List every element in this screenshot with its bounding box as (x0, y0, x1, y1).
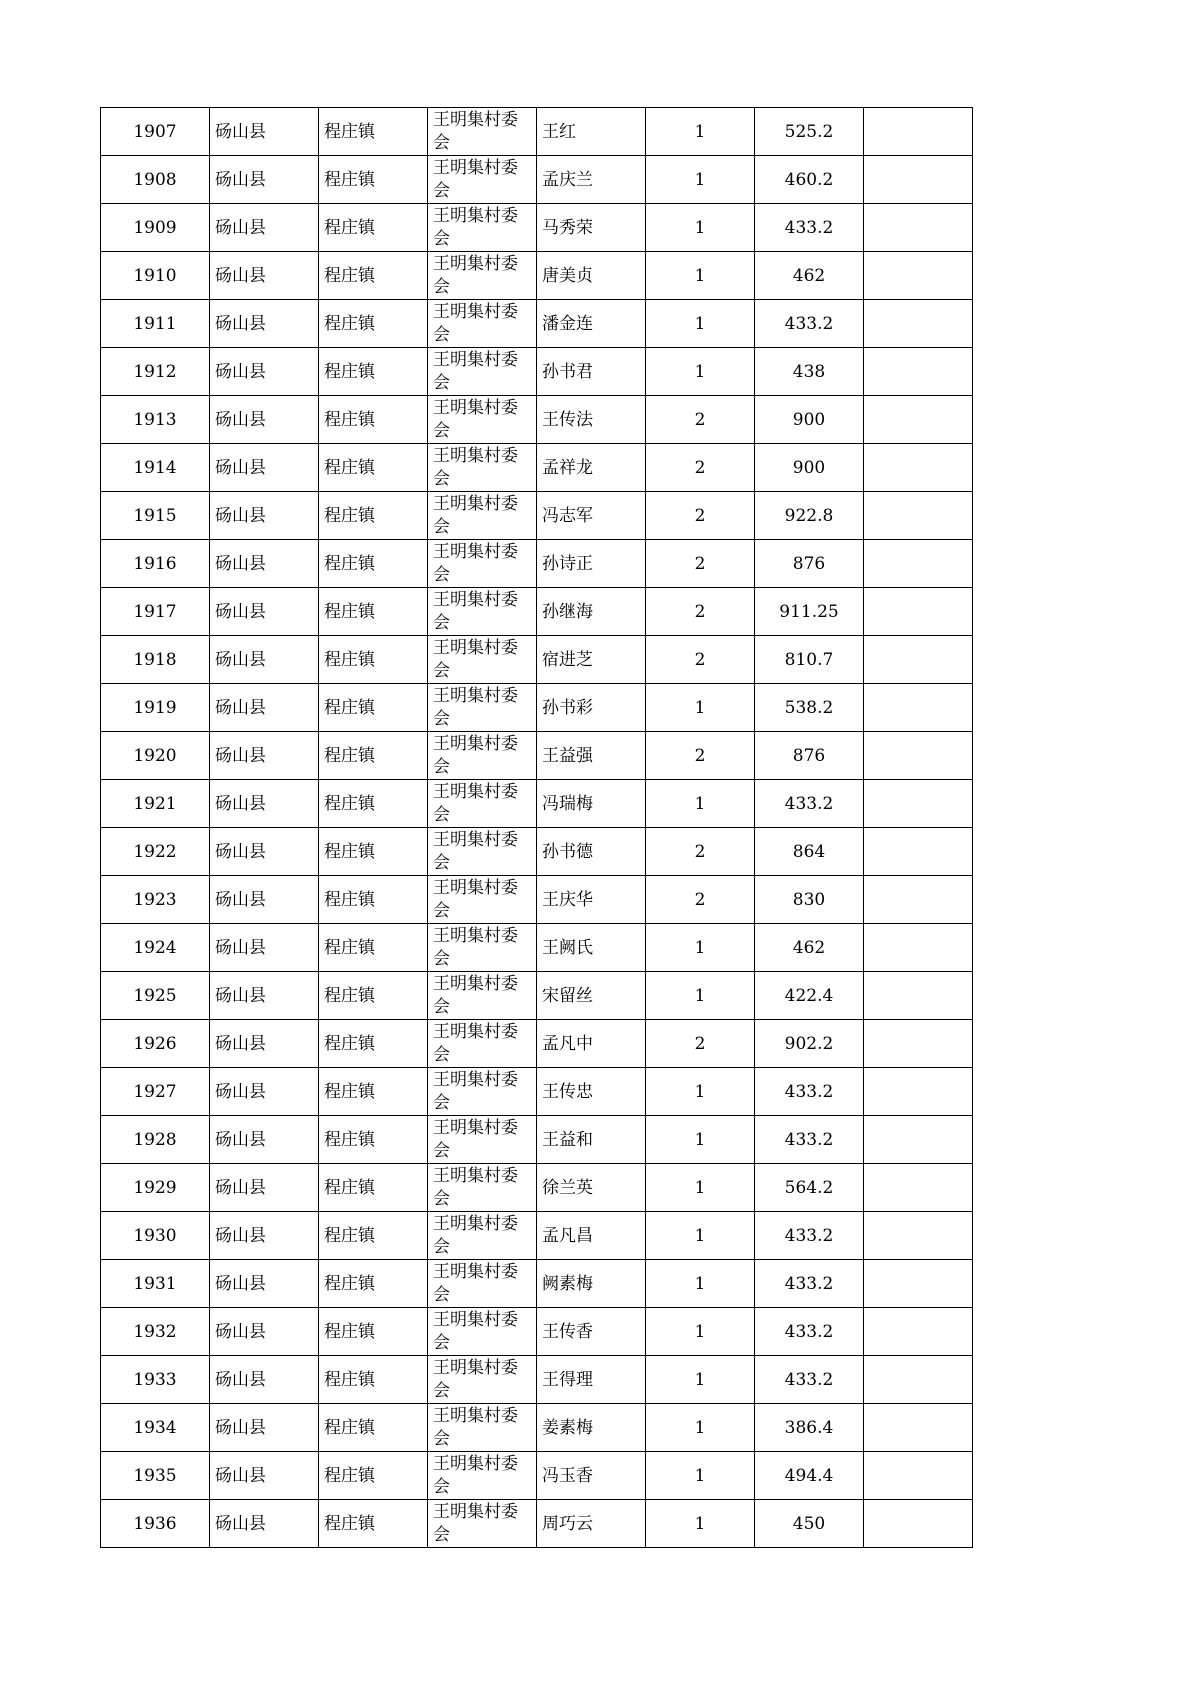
cell-note (864, 972, 973, 1020)
cell-serial-number: 1923 (101, 876, 210, 924)
cell-person-name: 阙素梅 (537, 1260, 646, 1308)
cell-note (864, 780, 973, 828)
cell-county: 砀山县 (210, 204, 319, 252)
cell-count: 1 (646, 156, 755, 204)
cell-village-committee: 王明集村委会 (428, 1212, 537, 1260)
cell-amount: 433.2 (755, 1308, 864, 1356)
cell-town: 程庄镇 (319, 636, 428, 684)
cell-village-committee: 王明集村委会 (428, 1164, 537, 1212)
table-row (101, 1068, 973, 1116)
cell-serial-number: 1929 (101, 1164, 210, 1212)
cell-town: 程庄镇 (319, 1164, 428, 1212)
cell-amount: 911.25 (755, 588, 864, 636)
cell-person-name: 王传法 (537, 396, 646, 444)
cell-county: 砀山县 (210, 348, 319, 396)
cell-village-committee: 王明集村委会 (428, 348, 537, 396)
cell-count: 1 (646, 1308, 755, 1356)
cell-note (864, 348, 973, 396)
table-row (101, 348, 973, 396)
cell-village-committee: 王明集村委会 (428, 540, 537, 588)
cell-amount: 462 (755, 252, 864, 300)
cell-village-committee: 王明集村委会 (428, 876, 537, 924)
cell-count: 1 (646, 780, 755, 828)
cell-village-committee: 王明集村委会 (428, 252, 537, 300)
cell-note (864, 540, 973, 588)
cell-village-committee: 王明集村委会 (428, 1068, 537, 1116)
cell-amount: 900 (755, 444, 864, 492)
cell-count: 1 (646, 1212, 755, 1260)
cell-person-name: 王传香 (537, 1308, 646, 1356)
cell-village-committee: 王明集村委会 (428, 828, 537, 876)
cell-village-committee: 王明集村委会 (428, 1308, 537, 1356)
cell-count: 1 (646, 300, 755, 348)
cell-note (864, 492, 973, 540)
cell-village-committee: 王明集村委会 (428, 924, 537, 972)
table-row (101, 1116, 973, 1164)
cell-county: 砀山县 (210, 780, 319, 828)
cell-amount: 422.4 (755, 972, 864, 1020)
table-row (101, 828, 973, 876)
cell-count: 2 (646, 732, 755, 780)
cell-count: 1 (646, 1164, 755, 1212)
cell-note (864, 1500, 973, 1548)
cell-count: 1 (646, 1260, 755, 1308)
cell-note (864, 588, 973, 636)
cell-count: 2 (646, 1020, 755, 1068)
cell-note (864, 876, 973, 924)
cell-amount: 564.2 (755, 1164, 864, 1212)
cell-person-name: 孙书德 (537, 828, 646, 876)
cell-county: 砀山县 (210, 108, 319, 156)
cell-town: 程庄镇 (319, 876, 428, 924)
cell-count: 1 (646, 1404, 755, 1452)
cell-serial-number: 1932 (101, 1308, 210, 1356)
cell-note (864, 1212, 973, 1260)
cell-village-committee: 王明集村委会 (428, 780, 537, 828)
table-row (101, 1500, 973, 1548)
cell-county: 砀山县 (210, 1452, 319, 1500)
cell-town: 程庄镇 (319, 444, 428, 492)
cell-village-committee: 王明集村委会 (428, 1116, 537, 1164)
table-row (101, 780, 973, 828)
cell-person-name: 姜素梅 (537, 1404, 646, 1452)
cell-person-name: 王红 (537, 108, 646, 156)
cell-count: 2 (646, 540, 755, 588)
cell-person-name: 孟庆兰 (537, 156, 646, 204)
cell-person-name: 王传忠 (537, 1068, 646, 1116)
cell-serial-number: 1926 (101, 1020, 210, 1068)
cell-serial-number: 1920 (101, 732, 210, 780)
cell-note (864, 1068, 973, 1116)
cell-town: 程庄镇 (319, 732, 428, 780)
cell-county: 砀山县 (210, 156, 319, 204)
table-row (101, 1164, 973, 1212)
cell-county: 砀山县 (210, 1260, 319, 1308)
cell-amount: 433.2 (755, 1116, 864, 1164)
cell-county: 砀山县 (210, 1116, 319, 1164)
cell-town: 程庄镇 (319, 780, 428, 828)
cell-amount: 433.2 (755, 1068, 864, 1116)
table-row (101, 1452, 973, 1500)
cell-town: 程庄镇 (319, 1452, 428, 1500)
cell-note (864, 1404, 973, 1452)
cell-amount: 876 (755, 732, 864, 780)
cell-town: 程庄镇 (319, 924, 428, 972)
table-row (101, 108, 973, 156)
cell-county: 砀山县 (210, 636, 319, 684)
cell-note (864, 108, 973, 156)
cell-person-name: 唐美贞 (537, 252, 646, 300)
cell-count: 2 (646, 636, 755, 684)
cell-count: 1 (646, 924, 755, 972)
cell-person-name: 宋留丝 (537, 972, 646, 1020)
table-row (101, 732, 973, 780)
cell-count: 1 (646, 252, 755, 300)
cell-town: 程庄镇 (319, 1116, 428, 1164)
cell-town: 程庄镇 (319, 1308, 428, 1356)
cell-town: 程庄镇 (319, 1212, 428, 1260)
cell-serial-number: 1913 (101, 396, 210, 444)
cell-count: 2 (646, 492, 755, 540)
cell-amount: 433.2 (755, 300, 864, 348)
cell-town: 程庄镇 (319, 108, 428, 156)
cell-village-committee: 王明集村委会 (428, 156, 537, 204)
cell-serial-number: 1931 (101, 1260, 210, 1308)
cell-village-committee: 王明集村委会 (428, 732, 537, 780)
cell-serial-number: 1925 (101, 972, 210, 1020)
cell-count: 2 (646, 876, 755, 924)
cell-note (864, 1020, 973, 1068)
table-row (101, 300, 973, 348)
cell-serial-number: 1915 (101, 492, 210, 540)
cell-town: 程庄镇 (319, 348, 428, 396)
cell-note (864, 396, 973, 444)
cell-amount: 494.4 (755, 1452, 864, 1500)
cell-village-committee: 王明集村委会 (428, 1020, 537, 1068)
cell-serial-number: 1919 (101, 684, 210, 732)
cell-town: 程庄镇 (319, 1356, 428, 1404)
cell-amount: 450 (755, 1500, 864, 1548)
table-row (101, 1212, 973, 1260)
cell-person-name: 冯玉香 (537, 1452, 646, 1500)
cell-town: 程庄镇 (319, 1068, 428, 1116)
cell-person-name: 潘金连 (537, 300, 646, 348)
cell-person-name: 孟凡昌 (537, 1212, 646, 1260)
cell-serial-number: 1924 (101, 924, 210, 972)
cell-town: 程庄镇 (319, 588, 428, 636)
cell-county: 砀山县 (210, 588, 319, 636)
table-row (101, 972, 973, 1020)
cell-count: 2 (646, 444, 755, 492)
cell-amount: 902.2 (755, 1020, 864, 1068)
cell-amount: 433.2 (755, 1212, 864, 1260)
cell-village-committee: 王明集村委会 (428, 1452, 537, 1500)
cell-serial-number: 1928 (101, 1116, 210, 1164)
table-row (101, 684, 973, 732)
cell-count: 1 (646, 1068, 755, 1116)
table-row (101, 492, 973, 540)
cell-amount: 433.2 (755, 1260, 864, 1308)
cell-amount: 433.2 (755, 780, 864, 828)
cell-serial-number: 1933 (101, 1356, 210, 1404)
cell-serial-number: 1930 (101, 1212, 210, 1260)
cell-amount: 525.2 (755, 108, 864, 156)
table-row (101, 1260, 973, 1308)
cell-town: 程庄镇 (319, 1404, 428, 1452)
cell-person-name: 王益强 (537, 732, 646, 780)
cell-note (864, 1308, 973, 1356)
table-row (101, 876, 973, 924)
cell-town: 程庄镇 (319, 1260, 428, 1308)
cell-person-name: 孙书彩 (537, 684, 646, 732)
cell-county: 砀山县 (210, 1500, 319, 1548)
cell-village-committee: 王明集村委会 (428, 1260, 537, 1308)
cell-serial-number: 1907 (101, 108, 210, 156)
cell-amount: 460.2 (755, 156, 864, 204)
cell-village-committee: 王明集村委会 (428, 396, 537, 444)
cell-village-committee: 王明集村委会 (428, 684, 537, 732)
cell-count: 1 (646, 1500, 755, 1548)
table-row (101, 636, 973, 684)
table-row (101, 1356, 973, 1404)
cell-village-committee: 王明集村委会 (428, 1500, 537, 1548)
cell-note (864, 636, 973, 684)
cell-county: 砀山县 (210, 1404, 319, 1452)
data-table (100, 107, 973, 1548)
table-row (101, 1404, 973, 1452)
cell-village-committee: 王明集村委会 (428, 444, 537, 492)
cell-note (864, 828, 973, 876)
cell-serial-number: 1917 (101, 588, 210, 636)
cell-note (864, 300, 973, 348)
cell-note (864, 444, 973, 492)
cell-town: 程庄镇 (319, 396, 428, 444)
cell-county: 砀山县 (210, 684, 319, 732)
cell-note (864, 1116, 973, 1164)
cell-amount: 462 (755, 924, 864, 972)
cell-note (864, 924, 973, 972)
cell-town: 程庄镇 (319, 684, 428, 732)
cell-person-name: 孙书君 (537, 348, 646, 396)
cell-person-name: 孟凡中 (537, 1020, 646, 1068)
table-row (101, 396, 973, 444)
cell-person-name: 冯志军 (537, 492, 646, 540)
cell-serial-number: 1927 (101, 1068, 210, 1116)
cell-note (864, 156, 973, 204)
cell-county: 砀山县 (210, 972, 319, 1020)
cell-note (864, 1164, 973, 1212)
cell-count: 1 (646, 204, 755, 252)
cell-village-committee: 王明集村委会 (428, 588, 537, 636)
cell-village-committee: 王明集村委会 (428, 300, 537, 348)
cell-serial-number: 1910 (101, 252, 210, 300)
cell-serial-number: 1909 (101, 204, 210, 252)
cell-count: 1 (646, 1116, 755, 1164)
cell-county: 砀山县 (210, 1164, 319, 1212)
table-row (101, 540, 973, 588)
cell-note (864, 204, 973, 252)
cell-amount: 900 (755, 396, 864, 444)
cell-town: 程庄镇 (319, 252, 428, 300)
cell-county: 砀山县 (210, 828, 319, 876)
table-row (101, 588, 973, 636)
table-row (101, 156, 973, 204)
cell-person-name: 徐兰英 (537, 1164, 646, 1212)
cell-person-name: 马秀荣 (537, 204, 646, 252)
cell-amount: 386.4 (755, 1404, 864, 1452)
cell-county: 砀山县 (210, 1212, 319, 1260)
cell-person-name: 宿进芝 (537, 636, 646, 684)
table-row (101, 252, 973, 300)
cell-amount: 438 (755, 348, 864, 396)
cell-town: 程庄镇 (319, 300, 428, 348)
table-row (101, 444, 973, 492)
cell-amount: 830 (755, 876, 864, 924)
cell-count: 2 (646, 588, 755, 636)
cell-note (864, 1356, 973, 1404)
cell-village-committee: 王明集村委会 (428, 972, 537, 1020)
cell-county: 砀山县 (210, 1308, 319, 1356)
cell-amount: 864 (755, 828, 864, 876)
cell-county: 砀山县 (210, 876, 319, 924)
cell-serial-number: 1935 (101, 1452, 210, 1500)
cell-town: 程庄镇 (319, 540, 428, 588)
cell-village-committee: 王明集村委会 (428, 636, 537, 684)
cell-town: 程庄镇 (319, 1020, 428, 1068)
cell-note (864, 732, 973, 780)
cell-town: 程庄镇 (319, 1500, 428, 1548)
cell-town: 程庄镇 (319, 972, 428, 1020)
cell-person-name: 孟祥龙 (537, 444, 646, 492)
cell-person-name: 王得理 (537, 1356, 646, 1404)
cell-county: 砀山县 (210, 300, 319, 348)
cell-person-name: 王益和 (537, 1116, 646, 1164)
cell-serial-number: 1922 (101, 828, 210, 876)
cell-count: 1 (646, 684, 755, 732)
cell-person-name: 周巧云 (537, 1500, 646, 1548)
cell-serial-number: 1921 (101, 780, 210, 828)
cell-amount: 433.2 (755, 204, 864, 252)
table-body (101, 108, 973, 1548)
cell-person-name: 孙诗正 (537, 540, 646, 588)
cell-county: 砀山县 (210, 1356, 319, 1404)
cell-count: 1 (646, 348, 755, 396)
cell-serial-number: 1918 (101, 636, 210, 684)
cell-note (864, 1452, 973, 1500)
cell-note (864, 684, 973, 732)
cell-village-committee: 王明集村委会 (428, 492, 537, 540)
cell-county: 砀山县 (210, 1020, 319, 1068)
cell-amount: 538.2 (755, 684, 864, 732)
cell-serial-number: 1914 (101, 444, 210, 492)
table-row (101, 204, 973, 252)
cell-town: 程庄镇 (319, 204, 428, 252)
cell-note (864, 252, 973, 300)
table-row (101, 1308, 973, 1356)
cell-serial-number: 1936 (101, 1500, 210, 1548)
cell-amount: 810.7 (755, 636, 864, 684)
cell-amount: 922.8 (755, 492, 864, 540)
table-row (101, 1020, 973, 1068)
cell-village-committee: 王明集村委会 (428, 204, 537, 252)
cell-count: 1 (646, 108, 755, 156)
cell-count: 1 (646, 1452, 755, 1500)
cell-village-committee: 王明集村委会 (428, 108, 537, 156)
cell-county: 砀山县 (210, 492, 319, 540)
cell-town: 程庄镇 (319, 828, 428, 876)
cell-person-name: 冯瑞梅 (537, 780, 646, 828)
cell-town: 程庄镇 (319, 492, 428, 540)
cell-count: 1 (646, 1356, 755, 1404)
cell-note (864, 1260, 973, 1308)
cell-serial-number: 1934 (101, 1404, 210, 1452)
cell-village-committee: 王明集村委会 (428, 1404, 537, 1452)
cell-county: 砀山县 (210, 540, 319, 588)
cell-serial-number: 1916 (101, 540, 210, 588)
cell-county: 砀山县 (210, 732, 319, 780)
cell-person-name: 王庆华 (537, 876, 646, 924)
cell-serial-number: 1911 (101, 300, 210, 348)
cell-county: 砀山县 (210, 396, 319, 444)
cell-person-name: 王阙氏 (537, 924, 646, 972)
cell-count: 2 (646, 396, 755, 444)
cell-serial-number: 1912 (101, 348, 210, 396)
cell-town: 程庄镇 (319, 156, 428, 204)
cell-amount: 876 (755, 540, 864, 588)
cell-village-committee: 王明集村委会 (428, 1356, 537, 1404)
cell-county: 砀山县 (210, 924, 319, 972)
table-row (101, 924, 973, 972)
cell-count: 1 (646, 972, 755, 1020)
cell-serial-number: 1908 (101, 156, 210, 204)
cell-amount: 433.2 (755, 1356, 864, 1404)
cell-county: 砀山县 (210, 1068, 319, 1116)
cell-county: 砀山县 (210, 252, 319, 300)
cell-count: 2 (646, 828, 755, 876)
cell-county: 砀山县 (210, 444, 319, 492)
cell-person-name: 孙继海 (537, 588, 646, 636)
